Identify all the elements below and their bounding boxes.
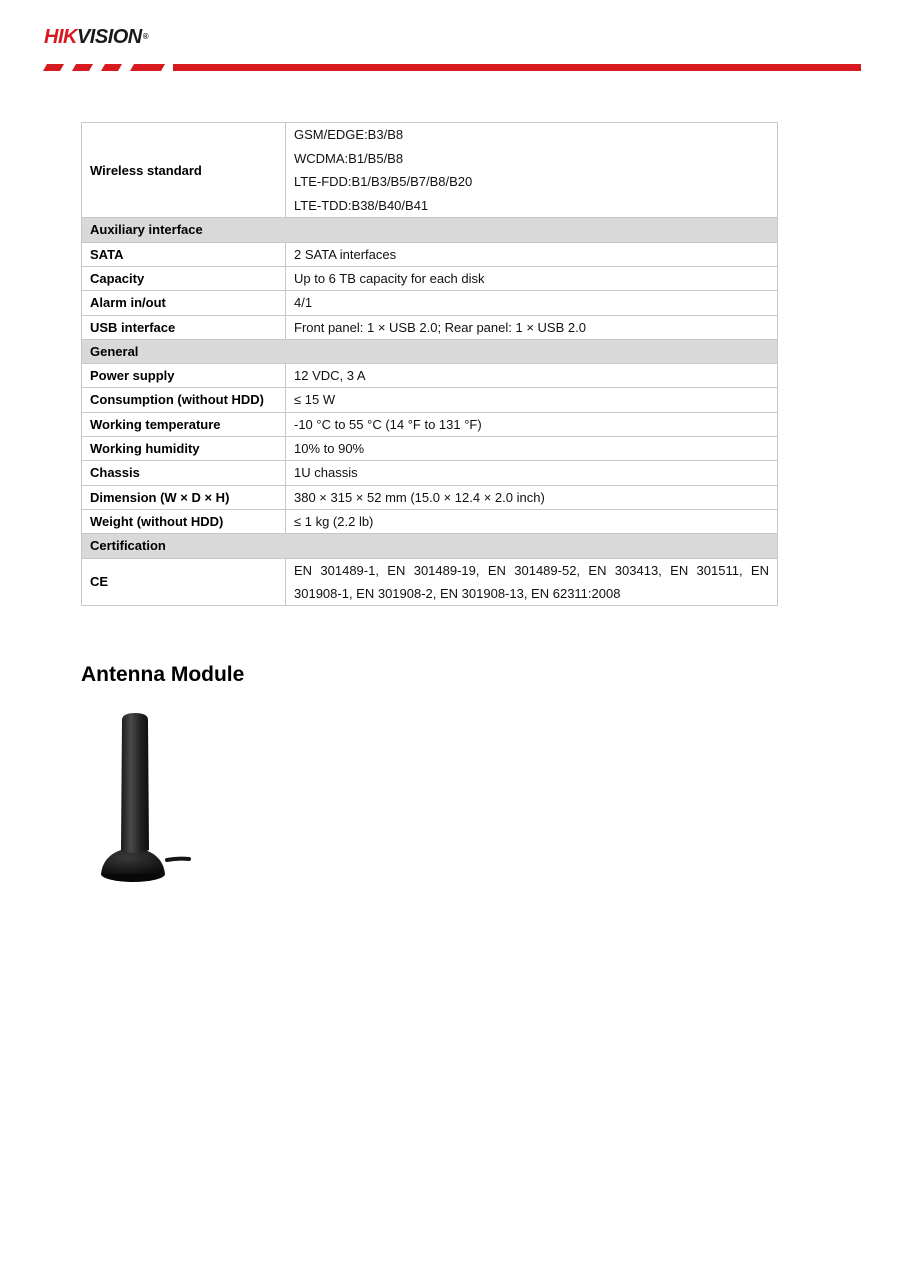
spec-row — [82, 315, 778, 339]
spec-value: Front panel: 1 × USB 2.0; Rear panel: 1 × USB 2.0 — [286, 315, 778, 339]
spec-label: Dimension (W × D × H) — [82, 485, 286, 509]
spec-value: ≤ 15 W — [286, 388, 778, 412]
spec-value-line: LTE-FDD:B1/B3/B5/B7/B8/B20 — [294, 174, 473, 190]
section-header-row — [82, 218, 778, 242]
spec-value: 12 VDC, 3 A — [286, 364, 778, 388]
spec-row — [82, 266, 778, 290]
hikvision-logo: HIKVISION® — [44, 26, 149, 48]
spec-label: Weight (without HDD) — [82, 509, 286, 533]
section-header-row — [82, 534, 778, 558]
spec-row — [82, 509, 778, 533]
spec-value-line: GSM/EDGE:B3/B8 — [294, 127, 404, 142]
spec-value-line: WCDMA:B1/B5/B8 — [294, 150, 404, 166]
spec-value: 4/1 — [286, 291, 778, 315]
spec-row — [82, 437, 778, 461]
spec-label: CE — [82, 558, 286, 606]
spec-value: 1U chassis — [286, 461, 778, 485]
spec-label: Wireless standard — [82, 123, 286, 218]
spec-label: Power supply — [82, 364, 286, 388]
spec-row — [82, 242, 778, 266]
spec-row — [82, 364, 778, 388]
spec-row — [82, 485, 778, 509]
header-stripe — [0, 0, 900, 80]
spec-label: Working temperature — [82, 412, 286, 436]
spec-row — [82, 388, 778, 412]
spec-value — [286, 123, 778, 218]
spec-value: 2 SATA interfaces — [286, 242, 778, 266]
spec-row — [82, 291, 778, 315]
spec-label: Capacity — [82, 266, 286, 290]
spec-value: 380 × 315 × 52 mm (15.0 × 12.4 × 2.0 inch) — [286, 485, 778, 509]
spec-label: USB interface — [82, 315, 286, 339]
page-header — [0, 0, 900, 80]
spec-table — [81, 122, 778, 606]
spec-value: 10% to 90% — [286, 437, 778, 461]
section-header-row — [82, 339, 778, 363]
spec-value: -10 °C to 55 °C (14 °F to 131 °F) — [286, 412, 778, 436]
spec-label: Alarm in/out — [82, 291, 286, 315]
spec-row — [82, 461, 778, 485]
spec-label: SATA — [82, 242, 286, 266]
spec-row — [82, 558, 778, 606]
section-header: General — [82, 339, 778, 363]
spec-row — [82, 412, 778, 436]
spec-value-line: LTE-TDD:B38/B40/B41 — [294, 197, 429, 213]
spec-label: Working humidity — [82, 437, 286, 461]
spec-value: Up to 6 TB capacity for each disk — [286, 266, 778, 290]
antenna-module-title: Antenna Module — [81, 663, 245, 686]
spec-row — [82, 123, 778, 218]
spec-value: ≤ 1 kg (2.2 lb) — [286, 509, 778, 533]
antenna-image — [95, 710, 195, 890]
spec-value: EN 301489-1, EN 301489-19, EN 301489-52, EN 303413, EN 301511, EN 301908-1, EN 301908-2, EN 301908-13, EN 62311:2008 — [286, 558, 778, 606]
section-header: Auxiliary interface — [82, 218, 778, 242]
spec-label: Consumption (without HDD) — [82, 388, 286, 412]
spec-label: Chassis — [82, 461, 286, 485]
section-header: Certification — [82, 534, 778, 558]
